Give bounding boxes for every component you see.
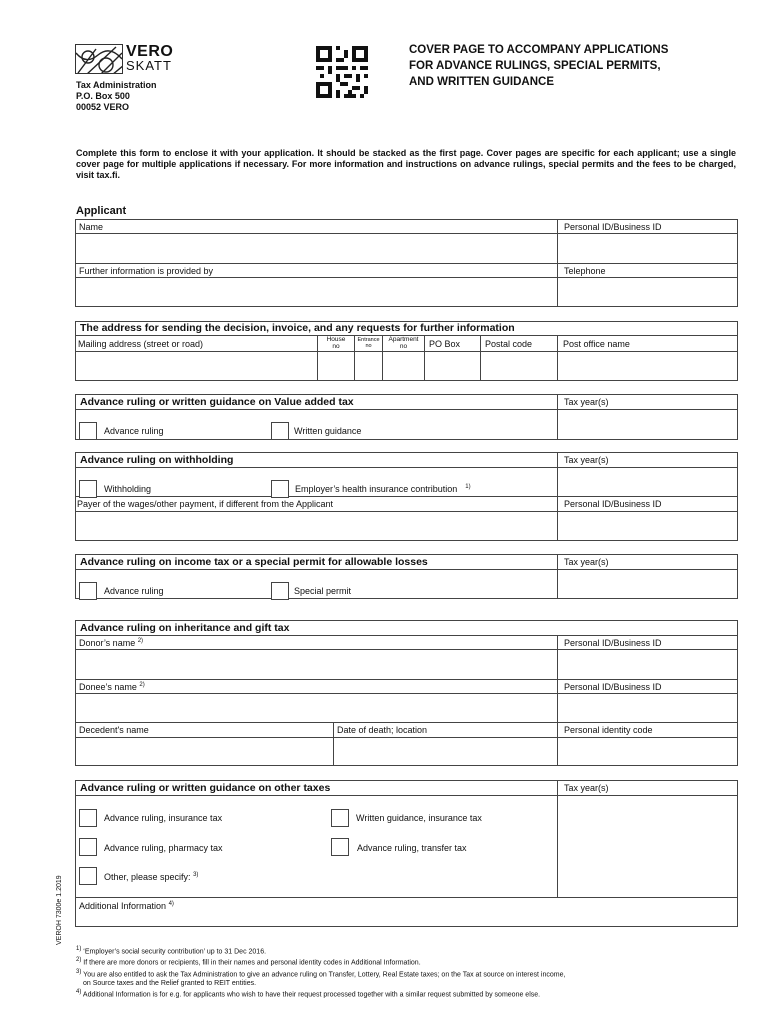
withholding-label: Withholding <box>104 484 152 494</box>
telephone-field[interactable] <box>558 278 737 306</box>
insurance-tax-guidance-checkbox[interactable] <box>331 809 349 827</box>
income-advance-ruling-checkbox[interactable] <box>79 582 97 600</box>
footnote-ref: 4) <box>168 901 174 907</box>
pharmacy-tax-checkbox[interactable] <box>79 838 97 856</box>
donee-label <box>79 682 145 692</box>
divider <box>75 679 738 680</box>
income-heading: Advance ruling on income tax or a special permit for allowable losses <box>80 556 428 568</box>
name-field[interactable] <box>76 234 556 263</box>
transfer-tax-checkbox[interactable] <box>331 838 349 856</box>
further-info-label: Further information is provided by <box>79 266 214 276</box>
footnote-mark: 3) <box>76 968 82 975</box>
mailing-address-field[interactable] <box>76 352 316 380</box>
additional-info-label <box>79 901 174 911</box>
postal-code-label: Postal code <box>485 339 533 349</box>
further-info-field[interactable] <box>76 278 556 306</box>
divider <box>75 496 738 497</box>
vat-heading: Advance ruling or written guidance on Value added tax <box>80 396 354 408</box>
logo-text-skatt: SKATT <box>126 58 172 73</box>
donor-name-field[interactable] <box>76 650 556 678</box>
withholding-checkbox[interactable] <box>79 480 97 498</box>
footnote-ref: 2) <box>139 682 145 688</box>
tax-years-label: Tax year(s) <box>564 557 609 567</box>
health-insurance-label <box>295 484 471 494</box>
footnote <box>76 979 736 988</box>
tax-years-label: Tax year(s) <box>564 783 609 793</box>
sender-address <box>76 80 157 113</box>
label-line: no <box>399 343 408 350</box>
footnote-ref: 3) <box>193 872 199 878</box>
withholding-heading: Advance ruling on withholding <box>80 454 234 466</box>
tax-years-label: Tax year(s) <box>564 397 609 407</box>
other-specify-text: Other, please specify: <box>104 872 191 882</box>
form-title <box>409 42 729 90</box>
payer-id-field[interactable] <box>558 512 737 540</box>
title-line: COVER PAGE TO ACCOMPANY APPLICATIONS <box>409 44 669 56</box>
vat-advance-ruling-checkbox[interactable] <box>79 422 97 440</box>
label-line: no <box>332 343 340 350</box>
income-tax-years-field[interactable] <box>558 570 737 598</box>
inheritance-heading: Advance ruling on inheritance and gift tax <box>80 622 290 634</box>
footnote <box>76 956 736 967</box>
form-code: VEROH 7300e 1.2019 <box>56 875 63 945</box>
income-advance-ruling-label: Advance ruling <box>104 586 164 596</box>
apartment-no-field[interactable] <box>383 352 423 380</box>
address-line: Tax Administration <box>76 80 157 90</box>
divider <box>75 722 738 723</box>
post-office-label: Post office name <box>563 339 630 349</box>
tax-years-label: Tax year(s) <box>564 455 609 465</box>
other-taxes-heading: Advance ruling or written guidance on other taxes <box>80 782 331 794</box>
footnote-mark: 1) <box>76 946 82 952</box>
address-line: 00052 VERO <box>76 102 130 112</box>
apartment-no-label <box>383 336 424 350</box>
health-insurance-text: Employer’s health insurance contribution <box>295 484 458 494</box>
label-line: Entrance <box>357 337 380 343</box>
special-permit-label: Special permit <box>294 586 352 596</box>
footnote-text: You are also entitled to ask the Tax Administration to give an advance ruling on Transfer, Lottery, Real Estate taxes; on the Tax at source on interest income, <box>83 970 566 978</box>
footnote-text: on Source taxes and the Relief granted to REIT entities. <box>83 979 257 987</box>
withholding-tax-years-field[interactable] <box>558 468 737 495</box>
divider <box>75 897 738 898</box>
title-line: FOR ADVANCE RULINGS, SPECIAL PERMITS, <box>409 60 661 72</box>
footnote-mark: 4) <box>76 988 82 995</box>
payer-label: Payer of the wages/other payment, if different from the Applicant <box>77 499 333 509</box>
label-line: Apartment <box>388 336 419 343</box>
applicant-heading: Applicant <box>76 205 127 217</box>
other-specify-label <box>104 872 198 882</box>
footnote <box>76 968 736 979</box>
footnotes <box>76 945 736 999</box>
donor-label <box>79 638 143 648</box>
donee-id-field[interactable] <box>558 694 737 721</box>
footnote-ref: 1) <box>465 484 471 490</box>
other-tax-years-field[interactable] <box>558 796 737 896</box>
personal-id-label: Personal ID/Business ID <box>564 499 662 509</box>
vat-written-guidance-label: Written guidance <box>294 426 362 436</box>
vat-advance-ruling-label: Advance ruling <box>104 426 164 436</box>
insurance-tax-guidance-label: Written guidance, insurance tax <box>356 813 482 823</box>
house-no-label <box>318 336 354 350</box>
logo-text-vero: VERO <box>126 43 174 60</box>
donee-text: Donee’s name <box>79 682 137 692</box>
name-label: Name <box>79 222 104 232</box>
house-no-field[interactable] <box>318 352 353 380</box>
entrance-no-label <box>355 337 382 349</box>
title-line: AND WRITTEN GUIDANCE <box>409 76 555 88</box>
divider <box>75 635 738 636</box>
label-line: no <box>365 343 372 349</box>
footnote-text: Additional Information is for e.g. for applicants who wish to have their request processed together with a similar request submitted by someone else. <box>82 991 541 999</box>
address-heading: The address for sending the decision, invoice, and any requests for further information <box>80 322 515 334</box>
footnote-mark: 2) <box>76 957 82 964</box>
decedent-label: Decedent's name <box>79 725 149 735</box>
transfer-tax-label: Advance ruling, transfer tax <box>357 843 467 853</box>
footnote <box>76 945 736 956</box>
vat-written-guidance-checkbox[interactable] <box>271 422 289 440</box>
footnote-text: ‘Employer’s social security contribution’ up to 31 Dec 2016. <box>83 948 267 956</box>
vat-tax-years-field[interactable] <box>558 410 737 439</box>
address-line: P.O. Box 500 <box>76 91 130 101</box>
mailing-address-label: Mailing address (street or road) <box>78 339 204 349</box>
donor-text: Donor’s name <box>79 638 136 648</box>
footnote-ref: 2) <box>137 638 144 644</box>
decedent-id-field[interactable] <box>558 738 737 765</box>
insurance-tax-ruling-label: Advance ruling, insurance tax <box>104 813 223 823</box>
po-box-label: PO Box <box>429 339 461 349</box>
special-permit-checkbox[interactable] <box>271 582 289 600</box>
additional-info-field[interactable] <box>76 912 737 926</box>
other-specify-checkbox[interactable] <box>79 867 97 885</box>
post-office-field[interactable] <box>558 352 737 380</box>
donee-name-field[interactable] <box>76 694 556 721</box>
donor-id-field[interactable] <box>558 650 737 678</box>
decedent-name-field[interactable] <box>76 738 332 765</box>
death-date-location-field[interactable] <box>334 738 556 765</box>
intro-text: Complete this form to enclose it with your application. It should be stacked as the first page. Cover pages are specific for each applicant; use a single cover page for multiple applications if necessary. For more information and instructions on advance rulings, special permits and the fees to be charged, visit tax.fi. <box>76 148 736 180</box>
personal-id-field[interactable] <box>558 234 737 263</box>
personal-id-label: Personal ID/Business ID <box>564 222 662 232</box>
qr-code-icon <box>316 46 368 98</box>
po-box-field[interactable] <box>425 352 479 380</box>
health-insurance-checkbox[interactable] <box>271 480 289 498</box>
footnote <box>76 988 736 999</box>
divider <box>75 263 738 264</box>
footnote-text: If there are more donors or recipients, fill in their names and personal identity codes in Additional Information. <box>83 959 421 967</box>
telephone-label: Telephone <box>564 266 606 276</box>
postal-code-field[interactable] <box>481 352 556 380</box>
entrance-no-field[interactable] <box>355 352 381 380</box>
death-label: Date of death; location <box>337 725 428 735</box>
insurance-tax-ruling-checkbox[interactable] <box>79 809 97 827</box>
donor-id-label: Personal ID/Business ID <box>564 638 662 648</box>
vero-logo-icon <box>75 44 123 74</box>
additional-info-text: Additional Information <box>79 901 167 911</box>
pharmacy-tax-label: Advance ruling, pharmacy tax <box>104 843 223 853</box>
payer-field[interactable] <box>76 512 556 540</box>
label-line: House <box>326 336 346 343</box>
identity-code-label: Personal identity code <box>564 725 653 735</box>
donee-id-label: Personal ID/Business ID <box>564 682 662 692</box>
